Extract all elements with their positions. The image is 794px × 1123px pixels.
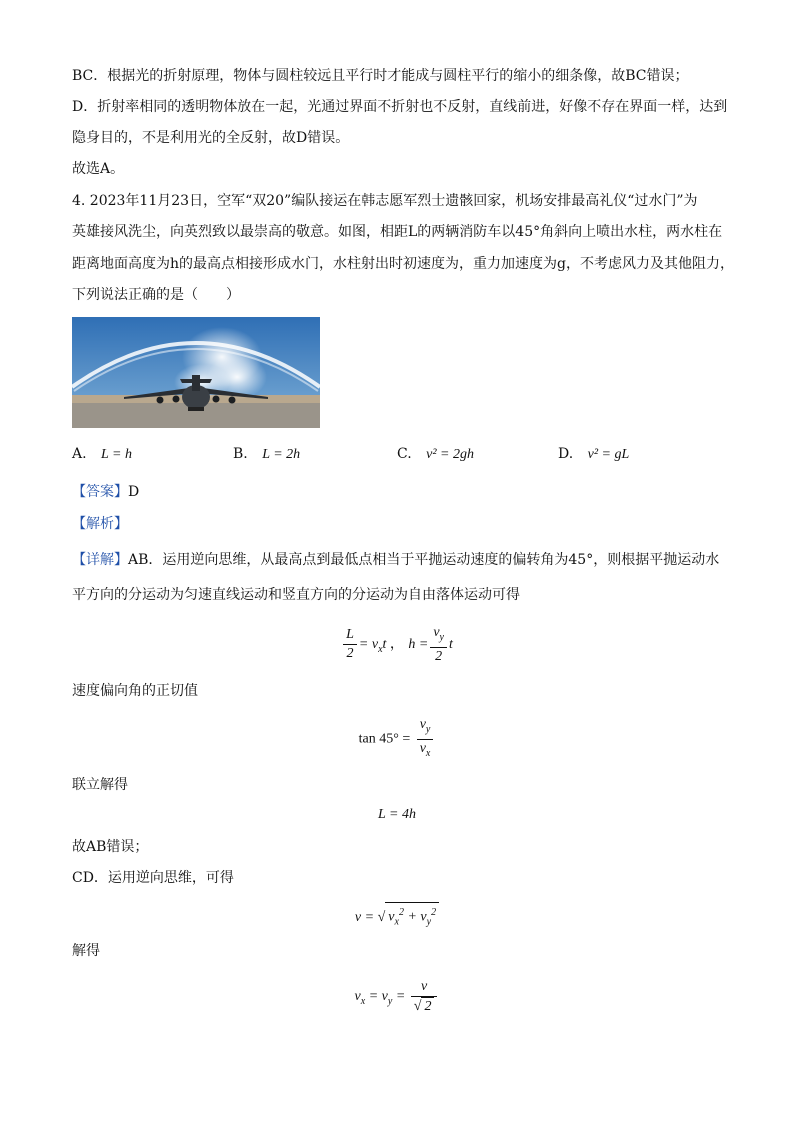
water-salute-illustration xyxy=(72,317,320,428)
text-line-bc: BC．根据光的折射原理，物体与圆柱较远且平行时才能成与圆柱平行的缩小的细条像，故BC错误； xyxy=(72,68,689,84)
answer-label: 【答案】 xyxy=(72,484,128,500)
ab-wrong-line: 故AB错误； xyxy=(72,839,149,855)
option-c[interactable] xyxy=(397,446,474,463)
detail-line-2: 平方向的分运动为匀速直线运动和竖直方向的分运动为自由落体运动可得 xyxy=(72,587,520,603)
text-line-choose: 故选A。 xyxy=(72,161,125,177)
detail-label: 【详解】 xyxy=(72,552,128,568)
text-line-d1: D．折射率相同的透明物体放在一起，光通过界面不折射也不反射，直线前进，好像不存在界面一样，达到 xyxy=(72,99,728,115)
option-d[interactable] xyxy=(558,446,629,463)
question-line-1: 4. 2023年11月23日，空军“双20”编队接运在韩志愿军烈士遗骸回家，机场安排最高礼仪“过水门”为 xyxy=(72,193,698,209)
option-a-label: A. xyxy=(72,446,87,462)
detail-text-1: AB．运用逆向思维，从最高点到最低点相当于平抛运动速度的偏转角为45°，则根据平抛运动水 xyxy=(128,552,720,568)
option-b-expr: L = 2h xyxy=(262,447,301,462)
equation-result xyxy=(0,804,794,825)
equation-components: $v_x = v_y$ = $\frac{v}{√ 2}$ xyxy=(0,978,794,1016)
option-a-expr: L = h xyxy=(101,447,132,462)
text-line-d2: 隐身目的，不是利用光的全反射，故D错误。 xyxy=(72,130,350,146)
detail-line-1 xyxy=(72,550,719,570)
option-b-label: B. xyxy=(233,446,248,462)
water-salute-photo xyxy=(72,317,320,428)
equation-speed: v = √ $v_x^2 + v_y^2$ xyxy=(0,902,794,932)
tan-label: 速度偏向角的正切值 xyxy=(72,683,198,699)
answer-line xyxy=(72,482,139,502)
question-line-3: 距离地面高度为h的最高点相接形成水门，水柱射出时初速度为，重力加速度为g，不考虑风力及其他阻力， xyxy=(72,256,734,272)
solve-label: 联立解得 xyxy=(72,777,128,793)
option-c-label: C. xyxy=(397,446,412,462)
equation-tan: tan 45° = $\frac{v_y}{v_x}$ xyxy=(0,716,794,763)
answer-value: D xyxy=(128,484,140,500)
option-d-expr: v² = gL xyxy=(587,447,630,462)
option-a[interactable] xyxy=(72,446,132,463)
option-b[interactable] xyxy=(233,446,300,463)
equation-kinematics: $\frac{L}{2}$ = $v_xt$ ， h = $\frac{v_y}{2}$ t xyxy=(0,624,794,666)
analysis-line xyxy=(72,514,128,534)
question-line-2: 英雄接风洗尘，向英烈致以最崇高的敬意。如图，相距L的两辆消防车以45°角斜向上喷出水柱，两水柱在 xyxy=(72,224,723,240)
solve2-label: 解得 xyxy=(72,943,100,959)
tan-left: tan 45° = xyxy=(358,731,411,747)
question-line-4: 下列说法正确的是（ ） xyxy=(72,287,240,303)
cd-label: CD．运用逆向思维，可得 xyxy=(72,870,234,886)
analysis-label: 【解析】 xyxy=(72,516,128,532)
option-c-expr: v² = 2gh xyxy=(426,447,474,462)
result-expr: L = 4h xyxy=(378,807,416,822)
option-d-label: D. xyxy=(558,446,574,462)
equation-separator: ， xyxy=(389,636,404,653)
